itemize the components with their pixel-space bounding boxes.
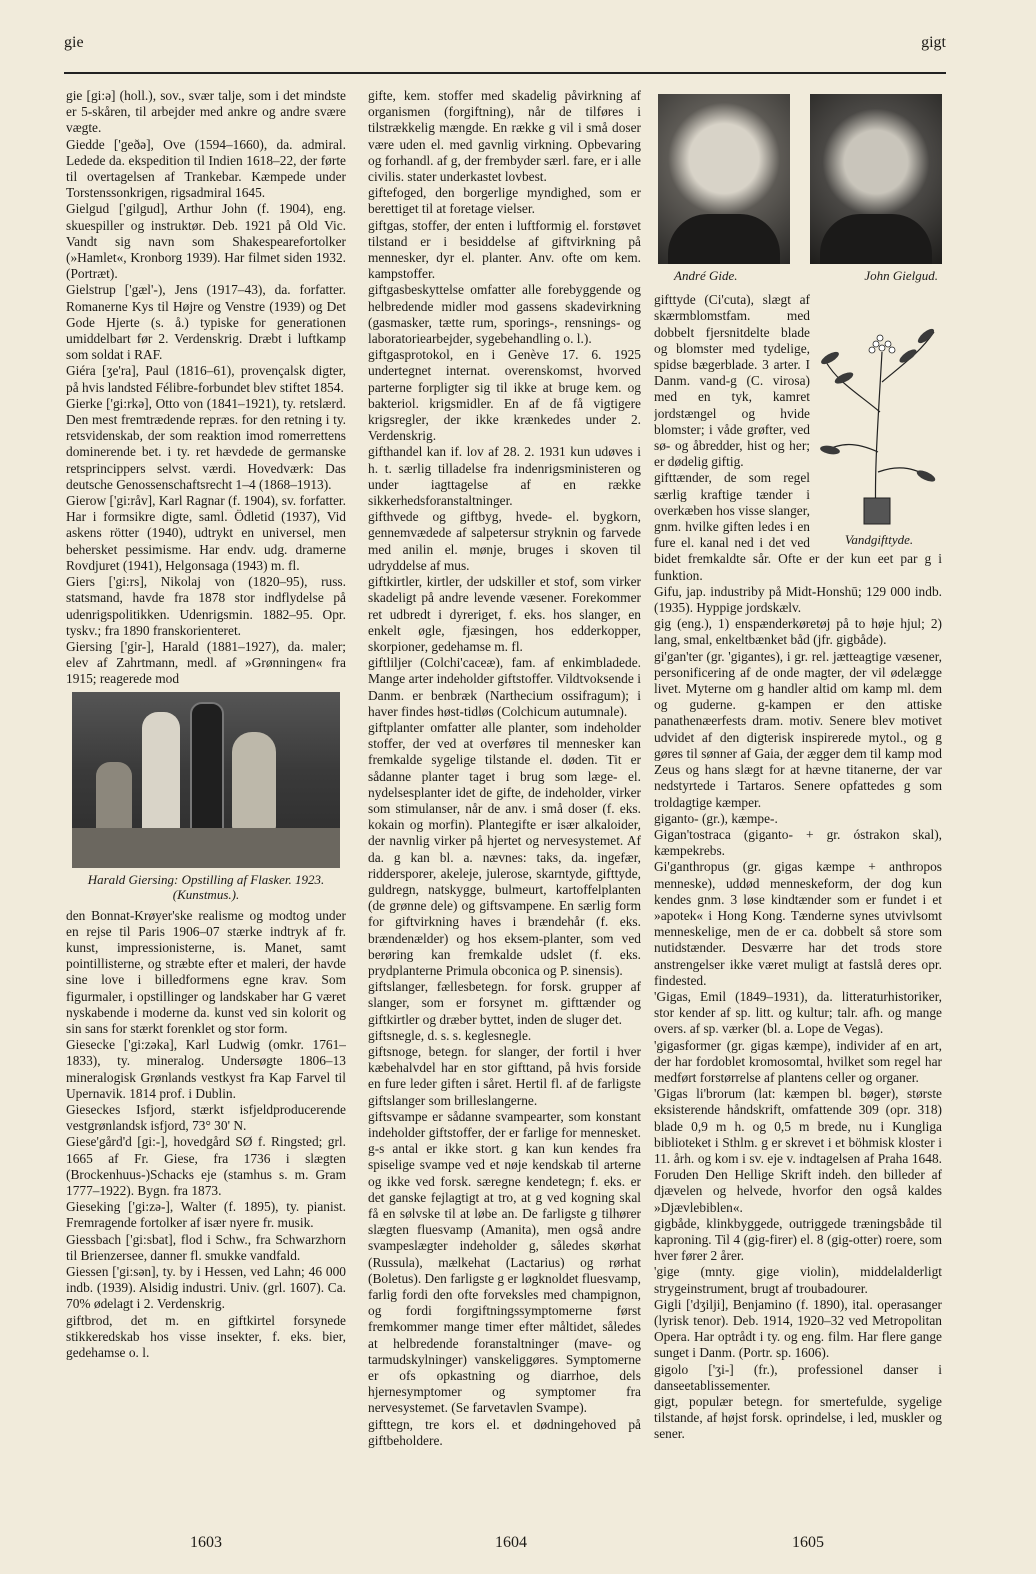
entry: Giers ['gi:rs], Nikolaj von (1820–95), russ. statsmand, havde fra 1878 stor indflydelse på udenrigspolitikken. Udenrigsmin. 1882–95. Opr. tyskv.; fra 1890 franskorienteret. [66,574,346,638]
entry: 'Gigas li'brorum (lat: kæmpen bl. bøger), største eksisterende håndskrift, omfattende 309 (opr. 318) blade 0,9 m h. og 0,5 m brede, nu i Kungliga biblioteket i Sthlm. g er skrevet i et böhmisk kloster i 11. årh. og kom i sv. eje v. indtagelsen af Praha 1648. Foruden Den Hellige Skrift indeh. den billeder af djævelen og helvede, hvorfor den også kaldes »Djævlebiblen«. [654,1086,942,1215]
column-3 [654,88,942,1514]
entry: gifthandel kan if. lov af 28. 2. 1931 kun udøves i h. t. særlig tilladelse fra indenrigsministeren og under iagttagelse af en række sikkerhedsforanstaltninger. [368,444,641,509]
entry: gigbåde, klinkbyggede, outriggede træningsbåde til kaproning. Til 4 (gig-firer) el. 8 (gig-otter) roere, som hver fører 2 årer. [654,1215,942,1264]
entry: giftslanger, fællesbetegn. for forsk. grupper af slanger, som er forsynet m. gifttænder og giftkirtler og dræber byttet, inden de sluger det. [368,979,641,1027]
entry: Gifu, jap. industriby på Midt-Honshū; 129 000 indb. (1935). Hyppige jordskælv. [654,583,942,616]
entry: giftplanter omfatter alle planter, som indeholder stoffer, der ved at overføres til mennesker kan fremkalde sygelige tilstande el. døden. Tit er sådanne planter taget i brug som læge- el. nydelsesplanter idet de gifte, de indeholder, virker som stimulanser, når de anv. i små doser (f. eks. kokain og morfin). Plantegifte er især alkaloider, der navnlig virker på hjertet og nervesystemet. Af da. g kan bl. a. nævnes: taks, da. ingefær, riddersporer, akeleje, julerose, skarntyde, gifttyde, guldregn, natskygge, bulmeurt, kartoffelplanten (de grønne dele) og giftsvampene. En særlig form for giftvirkning haves i brændehår (f. eks. brændenælder) og hos eksem-planter, som ved berøring kan fremkalde udslet (f. eks. prydplanterne Primula obconica og P. sinensis). [368,719,641,978]
plant-caption: Vandgifttyde. [844,532,914,548]
entry: giftgasbeskyttelse omfatter alle forebyggende og helbredende midler mod gassens skadevirkning (gasmasker, tætte rum, sporings-, rensnings- og laboratoriearbejder, sygebehandling o. l.). [368,282,641,347]
portrait-andre-gide [658,94,790,264]
entry: gifttegn, tre kors el. et dødningehoved på giftbeholdere. [368,1416,641,1448]
caption-gielgud: John Gielgud. [864,268,938,283]
plant-illustration [816,292,942,548]
painting-image [72,692,340,868]
entry: gifthvede og giftbyg, hvede- el. bygkorn, gennemvædede af salpetersur stryknin og farvede med anilin el. mønje, bruges i skoven til udryddelse af mus. [368,509,641,573]
entry: giftsnoge, betegn. for slanger, der fortil i hver kæbehalvdel har en stor gifttand, på hvis forside en fure leder giften i såret. Hertil fl. af de farligste giftslanger som brilleslangerne. [368,1043,641,1108]
entry: gigt, populær betegn. for smertefulde, sygelige tilstande, af højst forsk. oprindelse, i led, muskler og sener. [654,1394,942,1442]
header-rule [64,72,946,74]
entry: gig (eng.), 1) enspænderkøretøj på to høje hjul; 2) lang, smal, enkeltbænket båd (jfr. gigbåde). [654,616,942,648]
entry: Giessbach ['gi:sbat], flod i Schw., fra Schwarzhorn til Brienzersee, danner fl. smukke vandfald. [66,1231,346,1263]
entry: gie [gi:ə] (holl.), sov., svær talje, som i det mindste er 5-skåren, til arbejder med ankre og andre svære vægte. [66,88,346,136]
entry: Gielgud ['gilgud], Arthur John (f. 1904), eng. skuespiller og instruktør. Deb. 1921 på Old Vic. Vandt sig navn som Shakespearefortolker (»Hamlet«, Kronborg 1939). Har filmet siden 1932. (Portræt). [66,201,346,282]
entry: Giessen ['gi:sən], ty. by i Hessen, ved Lahn; 46 000 indb. (1939). Alsidig industri. Univ. (grl. 1607). Ca. 70% ødelagt i 2. Verdenskrig. [66,1263,346,1312]
entry: gigolo ['ʒi-] (fr.), professionel danser i danseetablissementer. [654,1361,942,1393]
entry: 'gigasformer (gr. gigas kæmpe), individer af en art, der har fordoblet kromosomtal, hvilket som regel har medført forstørrelse af plantens celler og organer. [654,1037,942,1085]
guide-word-right: gigt [921,34,946,51]
caption-gide: André Gide. [674,268,738,283]
entry: den Bonnat-Krøyer'ske realisme og modtog under en rejse til Paris 1906–07 stærke indtryk af fr. kunst, impressionisterne, is. Manet, samt pointillisterne, og stræbte efter et maleri, der havde sine love i billedformens egne krav. Som figurmaler, i opstillinger og landskaber har G været nyskabende i moderne da. kunst ved sin kolorit og sin sans for stærkt forenklet og stor form. [66,907,346,1036]
painting-figure [66,692,346,902]
entry: Giese'gård'd [gi:-], hovedgård SØ f. Ringsted; grl. 1665 af Fr. Giese, fra 1736 i slægten (Brockenhuus-)Schacks eje (stamhus s. m. Gram 1777–1922). Bygn. fra 1873. [66,1134,346,1198]
guide-word-left: gie [64,34,84,51]
column-1 [66,88,346,1514]
page-number-middle: 1604 [495,1534,527,1551]
entry: Gierke ['gi:rkə], Otto von (1841–1921), ty. retslærd. Den mest fremtrædende repræs. for den retning i ty. retsvidenskab, der som reaktion imod romerrettens dominerende bet. i ty. ret hævdede de germanske retsprincippers selvst. værdi. Hovedværk: Das deutsche Genossenschaftsrecht 1–4 (1868–1913). [66,395,346,492]
portrait-john-gielgud [810,94,942,264]
entry: giftliljer (Colchi'caceæ), fam. af enkimbladede. Mange arter indeholder giftstoffer. Vildtvoksende i Danm. er benbræk (Narthecium ossifragum); i haver findes høst-tidløs (Colchicum autumnale). [368,655,641,719]
entry: giftefoged, den borgerlige myndighed, som er berettiget til at foretage vielser. [368,185,641,217]
page-number-right: 1605 [792,1534,824,1551]
entry: Gieseking ['gi:zə-], Walter (f. 1895), ty. pianist. Fremragende fortolker af især nyere fr. musik. [66,1199,346,1231]
entry: Giedde ['geðə], Ove (1594–1660), da. admiral. Ledede da. ekspedition til Indien 1618–22, der førte til overtagelsen af Trankebar. Kæmpede under Torstenssonkrigen, rigsadmiral 1645. [66,136,346,201]
entry: giftgasprotokol, en i Genève 17. 6. 1925 undertegnet internat. overenskomst, hvorved parterne forpligter sig til ikke at bruge kem. og bakteriol. krigsmidler. En af de få vigtigere krigsregler, der ikke krænkedes under 2. Verdenskrig. [368,347,641,444]
entry: Gigli ['dʒilji], Benjamino (f. 1890), ital. operasanger (lyrisk tenor). Deb. 1914, 1920–32 ved Metropolitan Opera. Har optrådt i ty. og eng. film. Har flere gange sunget i Danm. (Portr. sp. 1606). [654,1296,942,1361]
painting-caption: Harald Giersing: Opstilling af Flasker. 1923. (Kunstmus.). [87,871,325,902]
entry: Gierow ['gi:råv], Karl Ragnar (f. 1904), sv. forfatter. Har i formsikre digte, saml. Ödletid (1937), Vid askens rötter (1940), udtrykt en universel, men behersket pessimisme. Har endv. udg. dramerne Rovdjuret (1941), Helgonsaga (1943) m. fl. [66,493,346,573]
portrait-photos [658,94,942,264]
entry: gifttyde (Ci'cuta), slægt af skærmblomstfam. med dobbelt fjersnitdelte blade og blomster med tydelige, spidse bægerblade. 3 arter. I Danm. vand-g (C. virosa) med en tyk, kamret jordstængel og hvide blomster; i våde grøfter, ved sø- og åbredder, hist og her; er dødelig giftig. [654,292,810,470]
entry: gifte, kem. stoffer med skadelig påvirkning af organismen (forgiftning), når de tilføres i tilstrækkelig mængde. En række g vil i små doser være uden el. med gavnlig virkning. Opbevaring og forhandl. af g, der frembyder særl. fare, er i alle civilis. stater underkastet lovbest. [368,88,641,185]
entry: Gieseckes Isfjord, stærkt isfjeldproducerende vestgrønlandsk isfjord, 73° 30' N. [66,1101,346,1134]
entry: giftkirtler, kirtler, der udskiller et stof, som virker skadeligt på andre levende væsener. Forekommer ret udbredt i dyreriget, f. eks. hos slanger, en enkelt øgle, fjæsingen, hos edderkopper, skorpioner, gedehamse m. fl. [368,574,641,654]
entry: Giersing ['gir-], Harald (1881–1927), da. maler; elev af Zahrtmann, medl. af »Grønningen« fra 1915; reagerede mod [66,638,346,687]
entry: giftsvampe er sådanne svampearter, som konstant indeholder giftstoffer, der er farlige for mennesket. g-s antal er ikke stort. g kan kun kendes fra spiselige svampe ved et nøje kendskab til arterne og ikke ved forsk. særegne kendetegn; f. eks. er det ganske fejlagtigt at tro, at g ved kogning skal få en sølvske til at løbe an. De farligste g tilhører slægten fluesvamp (Amanita), men også andre svampeslægter indeholder g, således skørhat (Russula), mælkehat (Lactarius) og rørhat (Boletus). Den farligste g er løgknoldet fluesvamp, farlig fordi den ofte forveksles med champignon, og fordi forgiftningssymptomerne først fremkommer mange timer efter måltidet, således at helbredende foranstaltninger (mave- og tarmudskylninger) vanskeliggøres. Symptomerne er ofs opkastning og diarrhoe, dels hjernesymptomer og symptomer fra nervesystemet. (Se farvetavlen Svampe). [368,1108,641,1416]
entry: Gielstrup ['gæl'-), Jens (1917–43), da. forfatter. Romanerne Kys til Højre og Venstre (1939) og Det Gode Hjerte (s. å.) typiske for generationen umiddelbart før 2. Verdenskrig. Dræbt i luftkamp som soldat i RAF. [66,282,346,363]
entry: giftgas, stoffer, der enten i luftformig el. forstøvet tilstand er i besiddelse af giftvirkning på mennesker, dyr el. planter. Anv. ofte om kem. kampstoffer. [368,217,641,282]
entry: 'Gigas, Emil (1849–1931), da. litteraturhistoriker, stor kender af sp. litt. og kultur; talr. afh. og mange overs. af sp. værker (bl. a. Lope de Vegas). [654,988,942,1037]
entry: Giesecke ['gi:zəka], Karl Ludwig (omkr. 1761–1833), ty. mineralog. Undersøgte 1806–13 mineralogisk Grønlands vestkyst fra Kap Farvel til Upernavik. 1814 prof. i Dublin. [66,1037,346,1101]
entry: giganto- (gr.), kæmpe-. [654,810,778,826]
entry: giftbrod, det m. en giftkirtel forsynede stikkeredskab hos visse insekter, f. eks. bier, gedehamse o. l. [66,1312,346,1360]
page-number-left: 1603 [190,1534,222,1551]
entry: gifttænder, de som regel særlig kraftige tænder i overkæben hos visse slanger, gnm. hvilke giften ledes i en fure el. kanal ned i det ved bidet fremkaldte sår. Ofte er der kun eet par g i funktion. [654,470,942,583]
water-hemlock-drawing [816,292,942,532]
entry: Giéra [ʒe'ra], Paul (1816–61), provençalsk digter, på hvis landsted Félibre-forbundet blev stiftet 1854. [66,363,346,395]
entry: Gigan'tostraca (giganto- + gr. óstrakon skal), kæmpekrebs. [654,826,942,859]
portrait-captions [674,268,938,284]
entry: gi'gan'ter (gr. 'gigantes), i gr. rel. jætteagtige væsener, personificering af de onde magter, der vil ødelægge livet. Myterne om g handler altid om kamp ml. dem og guderne. g-kampen er den attiske panathenæerfests dram. motiv. Senere blev motivet udvidet af den digterisk inspirerede mytol., og g gøres til sønner af Gaia, der ægger dem til kamp mod Zeus og hans slægt for at hævne titanerne, der var nedstyrtede i Tartaros. Senere opfattedes g som troldagtige kæmper. [654,648,942,810]
entry: giftsnegle, d. s. s. keglesnegle. [368,1027,532,1043]
entry: 'gige (mnty. gige violin), middelalderligt strygeinstrument, brugt af troubadourer. [654,1264,942,1296]
column-2 [368,88,641,1514]
entry: Gi'ganthropus (gr. gigas kæmpe + anthropos menneske), uddød menneskeform, der dog kun kendes gnm. 3 løse kindtænder som er fundet i et »apotek« i Hong Kong. Tænderne synes utvivlsomt menneskelige, men de er ca. dobbelt så store som nutidstænder. Desværre har det trods store anstrengelser ikke været muligt at fastslå deres opr. findested. [654,859,942,988]
